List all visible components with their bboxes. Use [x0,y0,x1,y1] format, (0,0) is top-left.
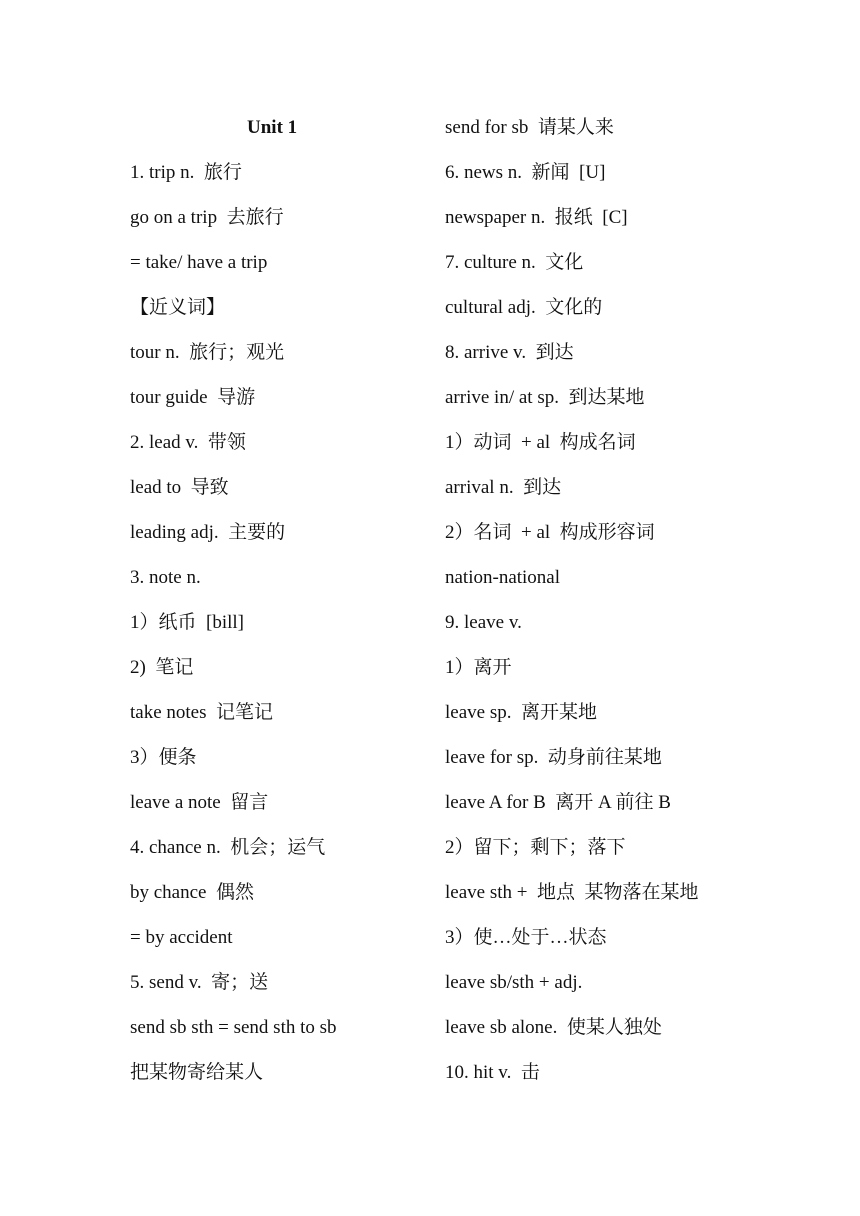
vocab-line: 1）纸币 [bill] [130,612,244,633]
right-column [445,105,785,1095]
vocab-line: 5. send v. 寄；送 [130,972,269,993]
vocab-line: tour n. 旅行；观光 [130,342,285,363]
vocab-line: 1）动词 + al 构成名词 [445,432,636,453]
vocab-line: 1）离开 [445,657,512,678]
vocab-line: 7. culture n. 文化 [445,252,584,273]
vocab-line: 【近义词】 [130,297,226,318]
vocab-line: newspaper n. 报纸 [C] [445,207,628,228]
vocab-line: send for sb 请某人来 [445,117,614,138]
vocab-line: 10. hit v. 击 [445,1062,540,1083]
vocab-line: 9. leave v. [445,612,522,633]
vocab-line: = take/ have a trip [130,252,268,273]
vocab-line: 2）留下；剩下；落下 [445,837,626,858]
vocab-line: leave for sp. 动身前往某地 [445,747,662,768]
left-column [130,105,430,1095]
vocab-line: 8. arrive v. 到达 [445,342,574,363]
vocab-line: cultural adj. 文化的 [445,297,603,318]
vocab-line: arrival n. 到达 [445,477,562,498]
vocab-line: leave A for B 离开 A 前往 B [445,792,671,813]
vocab-line: 6. news n. 新闻 [U] [445,162,606,183]
vocab-line: leave sb/sth + adj. [445,972,583,993]
vocab-line: lead to 导致 [130,477,229,498]
vocab-line: leading adj. 主要的 [130,522,286,543]
vocab-line: leave sb alone. 使某人独处 [445,1017,662,1038]
unit-heading: Unit 1 [247,117,298,138]
vocab-line: 2. lead v. 带领 [130,432,246,453]
vocab-line: tour guide 导游 [130,387,256,408]
vocab-line: arrive in/ at sp. 到达某地 [445,387,645,408]
vocab-line: 把某物寄给某人 [130,1062,264,1083]
vocab-line: leave sp. 离开某地 [445,702,597,723]
vocab-line: 1. trip n. 旅行 [130,162,242,183]
vocab-line: 4. chance n. 机会；运气 [130,837,326,858]
vocab-line: leave sth + 地点 某物落在某地 [445,882,699,903]
vocab-line: 2) 笔记 [130,657,194,678]
vocab-line: nation-national [445,567,561,588]
vocab-line: by chance 偶然 [130,882,254,903]
vocab-line: 2）名词 + al 构成形容词 [445,522,655,543]
vocab-line: 3）便条 [130,747,197,768]
vocab-line: leave a note 留言 [130,792,269,813]
vocab-line: go on a trip 去旅行 [130,207,284,228]
vocab-line: take notes 记笔记 [130,702,274,723]
vocab-line: = by accident [130,927,233,948]
vocab-line: 3. note n. [130,567,201,588]
vocab-line: send sb sth = send sth to sb [130,1017,337,1038]
vocab-line: 3）使…处于…状态 [445,927,607,948]
